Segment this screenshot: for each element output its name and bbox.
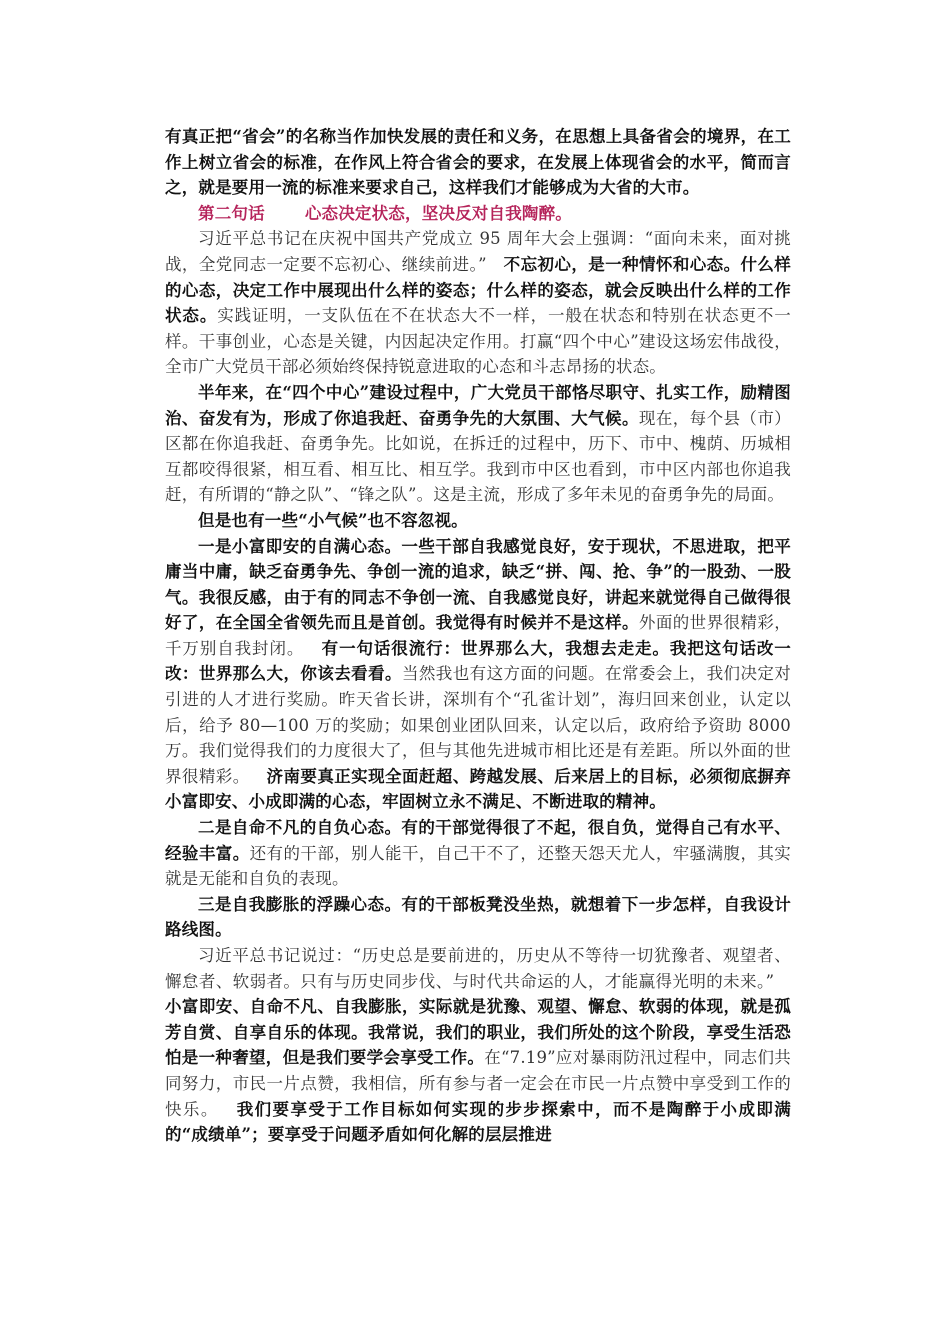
bold-statement: 不忘初心，是一种情怀和心态。什么样的心态，决定工作中展现出什么样的姿态；什么样的姿态，就会反映出什么样的工作状态。: [165, 254, 792, 326]
bold-statement: 但是也有一些“小气候”也不容忽视。: [198, 510, 468, 530]
paragraph-7: [165, 892, 791, 943]
bold-statement: 济南要真正实现全面赶超、跨越发展、后来居上的目标，必须彻底摒弃小富即安、小成即满的心态，牢固树立永不满足、不断进取的精神。: [165, 766, 791, 812]
paragraph-1-text: 有真正把“省会”的名称当作加快发展的责任和义务，在思想上具备省会的境界，在工作上树立省会的标准，在作风上符合省会的要求，在发展上体现省会的水平，简而言之，就是要用一流的标准来要求自己，这样我们才能够成为大省的大市。: [165, 127, 791, 198]
body-text: 实践证明，一支队伍在不在状态大不一样，一般在状态和特别在状态更不一样。干事创业，心态是关键，内因起决定作用。打赢“四个中心”建设这场宏伟战役，全市广大党员干部必须始终保持锐意进取的心态和斗志昂扬的状态。: [165, 306, 791, 377]
quote-text: 习近平总书记说过：“历史总是要前进的，历史从不等待一切犹豫者、观望者、懈怠者、软弱者。只有与历史同步伐、与时代共命运的人，才能赢得光明的未来。”: [165, 946, 791, 991]
bold-statement: 三是自我膨胀的浮躁心态。有的干部板凳没坐热，就想着下一步怎样，自我设计路线图。: [165, 894, 791, 940]
body-text: 现在，每个县（市）区都在你追我赶、奋勇争先。比如说，在拆迁的过程中，历下、市中、槐荫、历城相互都咬得很紧，相互看、相互比、相互学。我到市中区也看到，市中区内部也你追我赶，有所谓的“静之队”、“锋之队”。这是主流，形成了多年未见的奋勇争先的局面。: [165, 408, 791, 505]
section-heading-number: 第二句话: [198, 203, 265, 223]
body-text: 当然我也有这方面的问题。在常委会上，我们决定对引进的人才进行奖励。昨天省长讲，深圳有个“孔雀计划”，海归回来创业，认定以后，给予 80—100 万的奖励；如果创业团队回来，认定以后，政府给予资助 8000 万。我们觉得我们的力度很大了，但与其他先进城市相比还是有差距。所以外面的世界很精彩。: [165, 664, 791, 786]
body-text: 还有的干部，别人能干，自己干不了，还整天怨天尤人，牢骚满腹，其实就是无能和自负的表现。: [165, 843, 791, 889]
paragraph-8: [165, 943, 791, 1148]
paragraph-6: [165, 815, 791, 892]
section-heading-title: 心态决定状态，坚决反对自我陶醉。: [304, 203, 573, 223]
paragraph-4: [165, 508, 791, 534]
paragraph-3: [165, 380, 791, 508]
paragraph-5: [165, 534, 791, 816]
bold-statement: 二是自命不凡的自负心态。有的干部觉得很了不起，很自负，觉得自己有水平、经验丰富。: [165, 818, 791, 863]
body-text: 外面的世界很精彩，千万别自我封闭。: [165, 613, 791, 658]
bold-statement: 半年来，在“四个中心”建设过程中，广大党员干部恪尽职守、扎实工作，励精图治、奋发有为，形成了你追我赶、奋勇争先的大氛围、大气候。: [165, 382, 791, 428]
bold-statement: 有一句话很流行：世界那么大，我想去走走。我把这句话改一改：世界那么大，你该去看看。: [165, 638, 791, 684]
body-text: 在“7.19”应对暴雨防汛过程中，同志们共同努力，市民一片点赞，我相信，所有参与者一定会在市民一片点赞中享受到工作的快乐。: [165, 1048, 791, 1119]
bold-statement: 小富即安、自命不凡、自我膨胀，实际就是犹豫、观望、懈怠、软弱的体现，就是孤芳自赏、自享自乐的体现。我常说，我们的职业，我们所处的这个阶段，享受生活恐怕是一种奢望，但是我们要学会享受工作。: [165, 997, 791, 1068]
section-heading-2: [165, 201, 791, 227]
document-body: [165, 124, 791, 1148]
quote-text: 习近平总书记在庆祝中国共产党成立 95 周年大会上强调：“面向未来，面对挑战，全党同志一定要不忘初心、继续前进。”: [165, 229, 791, 274]
paragraph-1: [165, 124, 791, 201]
paragraph-2: [165, 226, 791, 380]
bold-statement: 一是小富即安的自满心态。一些干部自我感觉良好，安于现状，不思进取，把平庸当中庸，缺乏奋勇争先、争创一流的追求，缺乏“拼、闯、抢、争”的一股劲、一股气。我很反感，由于有的同志不争创一流、自我感觉良好，讲起来就觉得自己做得很好了，在全国全省领先而且是首创。我觉得有时候并不是这样。: [165, 536, 791, 633]
bold-statement: 我们要享受于工作目标如何实现的步步探索中，而不是陶醉于小成即满的“成绩单”；要享受于问题矛盾如何化解的层层推进: [165, 1099, 791, 1145]
